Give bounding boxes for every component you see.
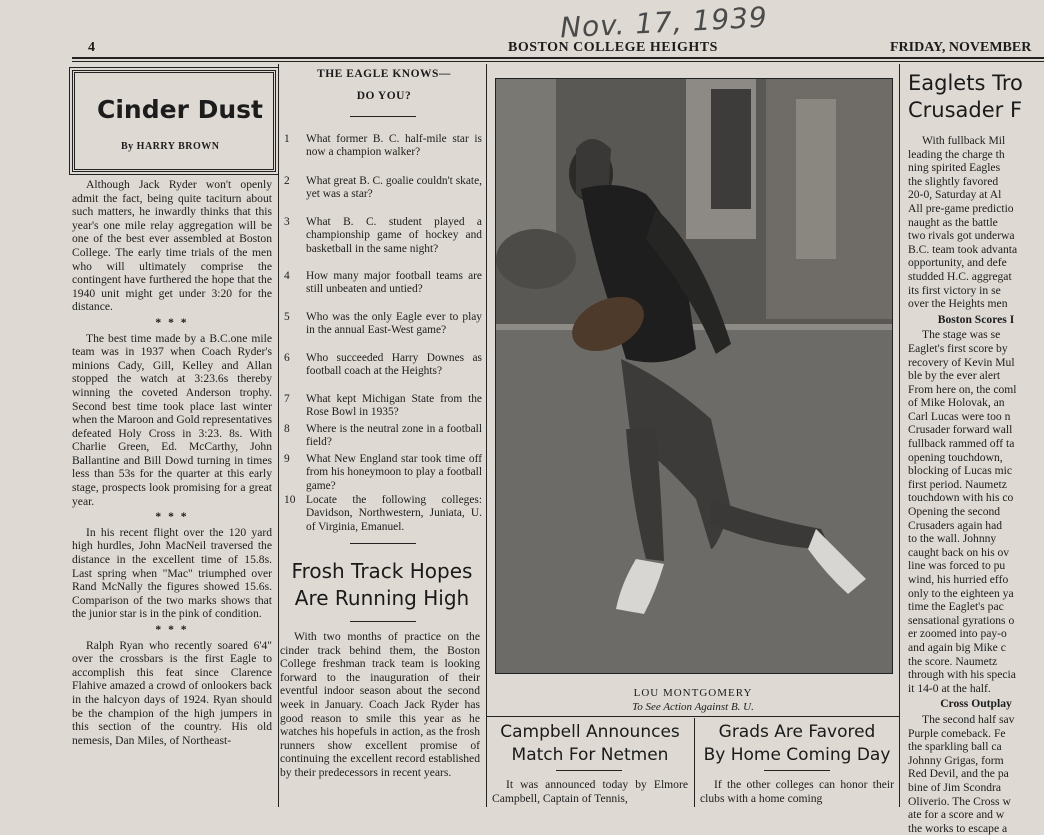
eaglets-line: two rivals got underwa bbox=[908, 229, 1015, 243]
cinder-dust-header-box bbox=[72, 70, 276, 172]
eaglets-line: its first victory in se bbox=[908, 283, 1001, 297]
eaglets-line: the works to escape a bbox=[908, 821, 1008, 835]
quiz-question-6 bbox=[284, 352, 482, 379]
eaglets-line: The stage was se bbox=[922, 328, 1001, 342]
cinder-paragraph-4: Ralph Ryan who recently soared 6'4" over the crossbars is the first Eagle to accomplish this feat since Clarence Flahive amazed a crowd of onlookers back in the halcyon days of 1924. Ryan should be the champion of the high jumpers in this section of the country. His old nemesis, Dan Miles, of Northeast- bbox=[72, 638, 272, 747]
eaglets-line: touchdown with his co bbox=[908, 491, 1014, 505]
eaglets-line: the sparkling ball ca bbox=[908, 740, 1002, 754]
eaglets-headline-line1: Eaglets Tro bbox=[908, 71, 1023, 95]
eaglets-line: line was forced to pu bbox=[908, 559, 1006, 573]
quiz-text: How many major football teams are still unbeaten and untied? bbox=[306, 270, 482, 296]
quiz-number: 10 bbox=[284, 494, 296, 506]
quiz-question-5 bbox=[284, 311, 482, 338]
quiz-question-9 bbox=[284, 453, 482, 493]
photo-caption-line: To See Action Against B. U. bbox=[632, 701, 754, 713]
eaglets-line: All pre-game predictio bbox=[908, 201, 1014, 215]
frosh-headline-line1: Frosh Track Hopes bbox=[291, 559, 473, 583]
eaglets-line: it 14-0 at the half. bbox=[908, 681, 991, 695]
eaglets-line: recovery of Kevin Mul bbox=[908, 355, 1015, 369]
quiz-number: 3 bbox=[284, 216, 290, 228]
quiz-end-rule bbox=[350, 543, 416, 544]
grads-headline-rule bbox=[764, 770, 830, 771]
eaglets-line: Crusader forward wall bbox=[908, 423, 1013, 437]
page-number: 4 bbox=[88, 40, 95, 55]
quiz-title-line2: DO YOU? bbox=[356, 90, 412, 102]
quiz-text: What great B. C. goalie couldn't skate, yet was a star? bbox=[306, 175, 482, 201]
football-player-photo-illustration bbox=[496, 79, 892, 673]
section-stars: * * * bbox=[155, 510, 189, 524]
eaglets-line: 20-0, Saturday at Al bbox=[908, 188, 1002, 202]
eaglets-line: Oliverio. The Cross w bbox=[908, 794, 1011, 808]
quiz-question-3 bbox=[284, 216, 482, 256]
eaglets-line: sensational gyrations o bbox=[908, 613, 1015, 627]
eaglets-line: From here on, the coml bbox=[908, 382, 1017, 396]
quiz-number: 2 bbox=[284, 175, 290, 187]
eaglets-line: opportunity, and defe bbox=[908, 256, 1007, 270]
eaglets-body bbox=[908, 134, 1044, 835]
eaglets-line: blocking of Lucas mic bbox=[908, 464, 1012, 478]
quiz-text: What B. C. student played a championship game of hockey and basketball in the same night? bbox=[306, 216, 482, 255]
lou-montgomery-photo bbox=[495, 78, 893, 674]
cinder-dust-body bbox=[72, 178, 272, 807]
cinder-dust-byline: By HARRY BROWN bbox=[121, 141, 220, 152]
quiz-question-8 bbox=[284, 423, 482, 450]
quiz-number: 9 bbox=[284, 453, 290, 465]
photo-caption-name: LOU MONTGOMERY bbox=[633, 687, 753, 699]
eaglets-line: Carl Lucas were too n bbox=[908, 409, 1011, 423]
cinder-paragraph-3: In his recent flight over the 120 yard high hurdles, John MacNeil traversed the distance in the excellent time of 15.8s. Last spring when "Mac" triumphed over Rand McNally the figures showed 15.6s. Comparison of the two marks shows that the junior star is in the pink of condition. bbox=[72, 525, 272, 621]
cinder-paragraph-2: The best time made by a B.C.one mile team was in 1937 when Coach Ryder's minions Cady, Gill, Kelley and Allan stopped the watch at 3:23.6s thereby winning the coveted Anderson trophy. Second best time took place last winter when the Maroon and Gold representatives defeated Holy Cross in 3:23. 8s. With Charlie Green, Ed. McCarthy, John Ballantine and Bill Dowd turning in times less than 53s for the quarter at this early stage, prospects look promising for a great year. bbox=[72, 331, 272, 508]
quiz-number: 7 bbox=[284, 393, 290, 405]
eaglets-line: the slightly favored bbox=[908, 174, 999, 188]
masthead-rule-bottom bbox=[72, 61, 1044, 62]
grads-paragraph: If the other colleges can honor their clubs with a home coming bbox=[700, 778, 894, 805]
handwritten-date-note: Nov. 17, 1939 bbox=[559, 0, 769, 45]
eaglets-line: B.C. team took advanta bbox=[908, 242, 1018, 256]
cinder-dust-title: Cinder Dust bbox=[97, 95, 263, 124]
frosh-body bbox=[280, 630, 480, 807]
quiz-question-10 bbox=[284, 494, 482, 534]
campbell-body bbox=[492, 778, 688, 807]
grads-headline bbox=[695, 721, 899, 767]
cinder-paragraph-1: Although Jack Ryder won't openly admit the fact, being quite taciturn about such matters, he inwardly thinks that this year's one mile relay aggregation will be one of the best ever assembled at Boston College. The early time trials of the men who will ultimately comprise the contingent have furthered the hope that the 1940 unit might get under 3:20 for the distance. bbox=[72, 178, 272, 314]
eaglets-line: The second half sav bbox=[922, 712, 1015, 726]
quiz-question-1 bbox=[284, 133, 482, 160]
frosh-paragraph: With two months of practice on the cinder track behind them, the Boston College freshman track team is looking forward to the inauguration of their eventful indoor season about the second week in January. Coach Jack Ryder has good reason to smile this year as he watches his hopefuls in action, as the frosh runners show excellent promise of continuing the excellent record established by their predecessors in recent years. bbox=[280, 630, 480, 779]
quiz-number: 4 bbox=[284, 270, 290, 282]
quiz-title-rule bbox=[350, 116, 416, 117]
eaglets-line: er zoomed into pay-o bbox=[908, 627, 1007, 641]
quiz-text: Who was the only Eagle ever to play in the annual East-West game? bbox=[306, 311, 482, 337]
eaglets-line: Eaglet's first score by bbox=[908, 341, 1008, 355]
eaglets-line: ning spirited Eagles bbox=[908, 161, 1001, 175]
campbell-paragraph: It was announced today by Elmore Campbell, Captain of Tennis, bbox=[492, 778, 688, 805]
quiz-text: Who succeeded Harry Downes as football coach at the Heights? bbox=[306, 352, 482, 378]
quiz-text: What New England star took time off from his honeymoon to play a football game? bbox=[306, 453, 482, 492]
column-rule-3 bbox=[899, 64, 900, 807]
grads-headline-line1: Grads Are Favored bbox=[718, 722, 876, 742]
eaglets-line: Johnny Grigas, form bbox=[908, 753, 1004, 767]
quiz-title-line1: THE EAGLE KNOWS— bbox=[317, 68, 451, 80]
eaglets-line: fullback rammed off ta bbox=[908, 437, 1015, 451]
grads-headline-line2: By Home Coming Day bbox=[703, 745, 891, 765]
quiz-question-4 bbox=[284, 270, 482, 297]
quiz-text: Where is the neutral zone in a football field? bbox=[306, 423, 482, 449]
eaglets-line: wind, his hurried effo bbox=[908, 573, 1009, 586]
column-rule-2 bbox=[486, 64, 487, 807]
eaglets-line: over the Heights men bbox=[908, 297, 1008, 311]
eaglets-line: ble by the ever alert bbox=[908, 369, 1001, 383]
eaglets-line: leading the charge th bbox=[908, 147, 1005, 161]
quiz-number: 8 bbox=[284, 423, 290, 435]
quiz-question-7 bbox=[284, 393, 482, 420]
eaglets-line: of Mike Holovak, an bbox=[908, 396, 1005, 410]
quiz-text: What former B. C. half-mile star is now a champion walker? bbox=[306, 133, 482, 159]
photo-bottom-rule bbox=[486, 716, 899, 717]
eaglets-line: first period. Naumetz bbox=[908, 477, 1007, 491]
eaglets-line: Purple comeback. Fe bbox=[908, 726, 1006, 740]
eaglets-line: the score. Naumetz bbox=[908, 654, 998, 668]
frosh-headline bbox=[280, 558, 484, 612]
eaglets-line: Crusaders again had bbox=[908, 518, 1003, 532]
campbell-headline-rule bbox=[556, 770, 622, 771]
eaglets-line: caught back on his ov bbox=[908, 545, 1010, 559]
eaglets-line: ate for a score and w bbox=[908, 808, 1005, 822]
section-stars: * * * bbox=[155, 623, 189, 636]
masthead-rule-top bbox=[72, 57, 1044, 59]
section-stars: * * * bbox=[155, 315, 189, 329]
eaglets-headline bbox=[908, 70, 1044, 124]
quiz-number: 1 bbox=[284, 133, 290, 145]
eaglets-line: to the wall. Johnny bbox=[908, 532, 997, 546]
quiz-text: Locate the following colleges: Davidson, Northwestern, Juniata, U. of Virginia, Emanuel. bbox=[306, 494, 482, 533]
eaglets-line: through with his specia bbox=[908, 668, 1016, 682]
eaglets-subhead: Cross Outplay bbox=[940, 697, 1012, 711]
eaglets-headline-line2: Crusader F bbox=[908, 98, 1023, 122]
campbell-headline-line1: Campbell Announces bbox=[500, 722, 680, 742]
quiz-number: 6 bbox=[284, 352, 290, 364]
quiz-text: What kept Michigan State from the Rose Bowl in 1935? bbox=[306, 393, 482, 419]
issue-date: FRIDAY, NOVEMBER bbox=[890, 40, 1032, 55]
eaglets-line: naught as the battle bbox=[908, 215, 998, 229]
eaglets-subhead: Boston Scores I bbox=[937, 312, 1015, 326]
eaglets-line: only to the eighteen ya bbox=[908, 586, 1014, 600]
eaglets-line: and again big Mike c bbox=[908, 640, 1006, 654]
column-rule-1 bbox=[278, 64, 279, 807]
frosh-headline-line2: Are Running High bbox=[294, 586, 470, 610]
quiz-question-2 bbox=[284, 175, 482, 202]
eaglets-line: Red Devil, and the pa bbox=[908, 767, 1009, 781]
eaglets-line: opening touchdown, bbox=[908, 450, 1003, 464]
campbell-headline-line2: Match For Netmen bbox=[511, 745, 669, 765]
eaglets-line: bine of Jim Scondra bbox=[908, 780, 1002, 794]
campbell-headline bbox=[486, 721, 694, 767]
eaglets-line: Opening the second bbox=[908, 505, 1001, 519]
eaglets-line: studded H.C. aggregat bbox=[908, 269, 1012, 283]
paper-name: BOSTON COLLEGE HEIGHTS bbox=[508, 40, 718, 55]
frosh-headline-rule bbox=[350, 621, 416, 622]
grads-body bbox=[700, 778, 894, 807]
eaglets-line: time the Eaglet's pac bbox=[908, 600, 1004, 614]
eaglets-line: With fullback Mil bbox=[922, 134, 1006, 147]
quiz-number: 5 bbox=[284, 311, 290, 323]
